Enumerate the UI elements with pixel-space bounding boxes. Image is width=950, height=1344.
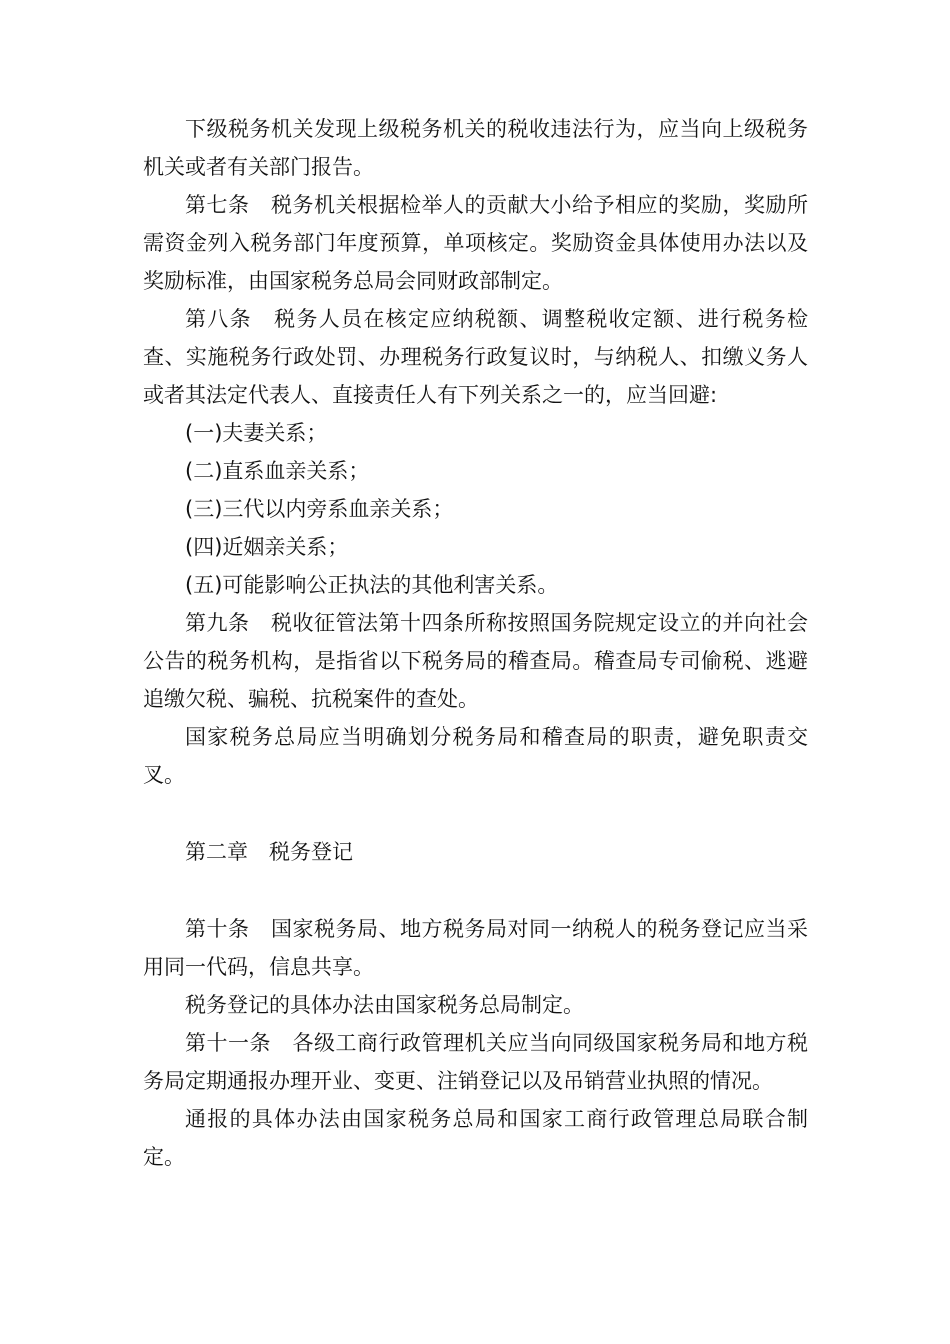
- list-item-3: (三)三代以内旁系血亲关系；: [185, 497, 454, 521]
- document-body: [143, 110, 808, 1176]
- article-9: 第九条 税收征管法第十四条所称按照国务院规定设立的并向社会公告的税务机构，是指省以下税务局的稽查局。稽查局专司偷税、逃避追缴欠税、骗税、抗税案件的查处。: [143, 611, 808, 711]
- article-10: 第十条 国家税务局、地方税务局对同一纳税人的税务登记应当采用同一代码，信息共享。: [143, 917, 808, 979]
- list-item-4: (四)近姻亲关系；: [185, 535, 349, 559]
- paragraph-duty-division: 国家税务总局应当明确划分税务局和稽查局的职责，避免职责交叉。: [143, 725, 808, 787]
- chapter-heading: 第二章 税务登记: [185, 840, 353, 864]
- list-item-5: (五)可能影响公正执法的其他利害关系。: [185, 573, 559, 597]
- paragraph-report-violation: 下级税务机关发现上级税务机关的税收违法行为，应当向上级税务机关或者有关部门报告。: [143, 117, 808, 179]
- article-8: 第八条 税务人员在核定应纳税额、调整税收定额、进行税务检查、实施税务行政处罚、办理税务行政复议时，与纳税人、扣缴义务人或者其法定代表人、直接责任人有下列关系之一的，应当回避:: [143, 307, 808, 407]
- article-7: 第七条 税务机关根据检举人的贡献大小给予相应的奖励，奖励所需资金列入税务部门年度预算，单项核定。奖励资金具体使用办法以及奖励标准，由国家税务总局会同财政部制定。: [143, 193, 808, 293]
- list-item-1: (一)夫妻关系；: [185, 421, 328, 445]
- paragraph-registration-method: 税务登记的具体办法由国家税务总局制定。: [185, 993, 584, 1017]
- paragraph-notification-method: 通报的具体办法由国家税务总局和国家工商行政管理总局联合制定。: [143, 1107, 808, 1169]
- article-11: 第十一条 各级工商行政管理机关应当向同级国家税务局和地方税务局定期通报办理开业、变更、注销登记以及吊销营业执照的情况。: [143, 1031, 808, 1093]
- list-item-2: (二)直系血亲关系；: [185, 459, 370, 483]
